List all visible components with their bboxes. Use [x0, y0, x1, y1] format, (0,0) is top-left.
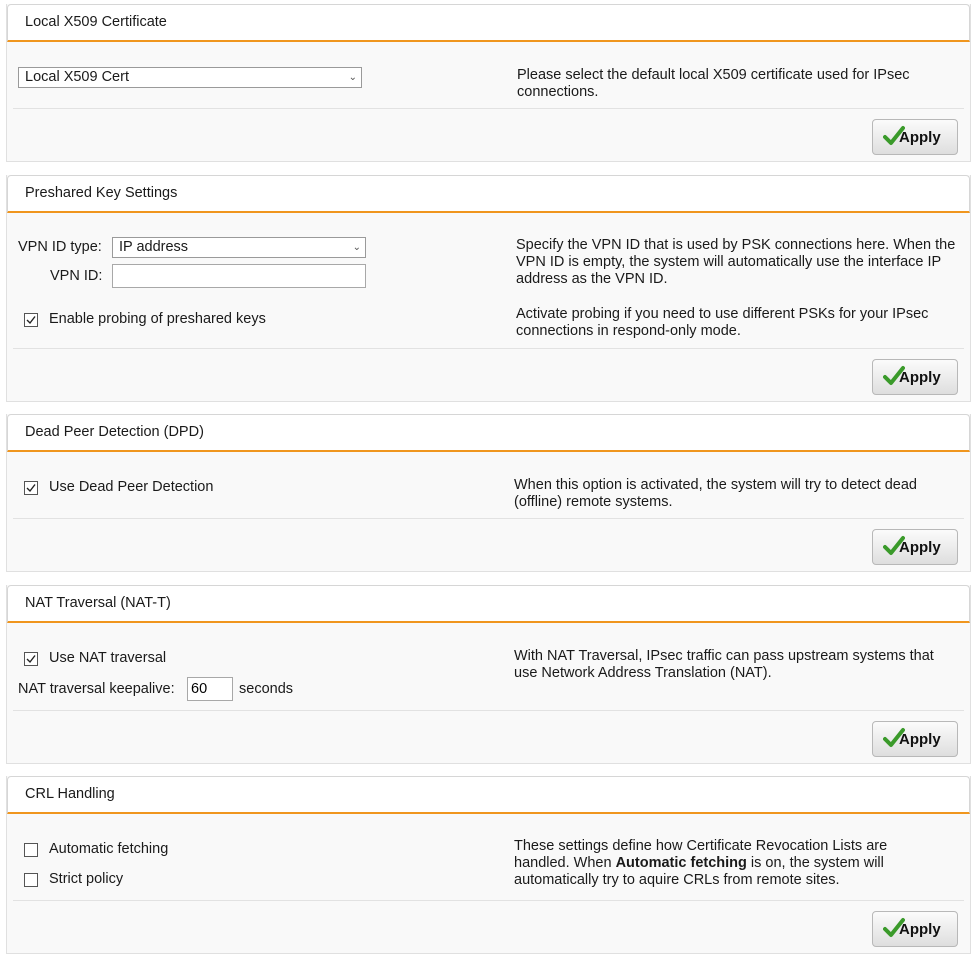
nat-footer [13, 710, 964, 763]
probing-label: Enable probing of preshared keys [49, 311, 266, 327]
nat-apply-label: Apply [899, 730, 941, 748]
crl-help-text [514, 838, 934, 889]
chevron-down-icon: ⌄ [348, 72, 357, 83]
dpd-checkbox-label: Use Dead Peer Detection [49, 479, 214, 495]
nat-keepalive-label: NAT traversal keepalive: [18, 681, 175, 697]
vpn-id-type-label: VPN ID type: [18, 239, 102, 255]
nat-panel-title: NAT Traversal (NAT-T) [7, 585, 970, 623]
crl-footer [13, 900, 964, 953]
crl-panel-title: CRL Handling [7, 776, 970, 814]
crl-auto-label: Automatic fetching [49, 841, 169, 857]
x509-panel-title: Local X509 Certificate [7, 4, 970, 42]
psk-apply-button[interactable] [872, 359, 958, 395]
psk-apply-label: Apply [899, 368, 941, 386]
dpd-panel-title: Dead Peer Detection (DPD) [7, 414, 970, 452]
nat-checkbox-label: Use NAT traversal [49, 650, 167, 666]
nat-keepalive-input[interactable] [187, 677, 233, 701]
chevron-down-icon: ⌄ [352, 242, 361, 253]
crl-help-post: is on, the system will automatically try to aquire CRLs from remote sites. [514, 855, 884, 888]
crl-apply-label: Apply [899, 920, 941, 938]
nat-apply-button[interactable] [872, 721, 958, 757]
checkmark-icon [883, 125, 905, 147]
crl-auto-checkbox[interactable] [24, 843, 38, 857]
vpn-id-label: VPN ID: [50, 268, 103, 284]
x509-help-text: Please select the default local X509 certificate used for IPsec connections. [517, 67, 910, 100]
dpd-panel [6, 414, 971, 572]
psk-panel-title: Preshared Key Settings [7, 175, 970, 213]
dpd-help-text: When this option is activated, the system will try to detect dead (offline) remote systems. [514, 477, 917, 510]
crl-strict-label: Strict policy [49, 871, 124, 887]
x509-cert-select[interactable] [18, 67, 362, 88]
crl-help-bold: Automatic fetching [615, 855, 747, 871]
x509-panel [6, 4, 971, 162]
x509-cert-select-value: Local X509 Cert [25, 69, 129, 85]
x509-apply-button[interactable] [872, 119, 958, 155]
crl-help-pre: These settings define how Certificate Revocation Lists are handled. When [514, 838, 888, 871]
checkmark-icon [26, 654, 36, 664]
crl-apply-button[interactable] [872, 911, 958, 947]
checkmark-icon [883, 535, 905, 557]
nat-checkbox[interactable] [24, 652, 38, 666]
vpn-id-type-value: IP address [119, 239, 189, 255]
checkmark-icon [883, 917, 905, 939]
psk-help-vpn-id: Specify the VPN ID that is used by PSK connections here. When the VPN ID is empty, the system will automatically use the interface IP address as the VPN ID. [516, 237, 956, 287]
crl-panel [6, 776, 971, 954]
dpd-checkbox[interactable] [24, 481, 38, 495]
checkmark-icon [26, 315, 36, 325]
checkmark-icon [883, 727, 905, 749]
checkmark-icon [883, 365, 905, 387]
x509-apply-label: Apply [899, 128, 941, 146]
vpn-id-input[interactable] [112, 264, 366, 288]
crl-strict-checkbox[interactable] [24, 873, 38, 887]
x509-footer [13, 108, 964, 161]
nat-help-text: With NAT Traversal, IPsec traffic can pass upstream systems that use Network Address Translation (NAT). [514, 648, 934, 681]
psk-help-probing: Activate probing if you need to use different PSKs for your IPsec connections in respond-only mode. [516, 306, 929, 339]
vpn-id-type-select[interactable] [112, 237, 366, 258]
psk-panel [6, 175, 971, 402]
dpd-footer [13, 518, 964, 571]
checkmark-icon [26, 483, 36, 493]
nat-keepalive-unit: seconds [239, 681, 294, 697]
dpd-apply-label: Apply [899, 538, 941, 556]
psk-footer [13, 348, 964, 401]
dpd-apply-button[interactable] [872, 529, 958, 565]
nat-panel [6, 585, 971, 764]
probing-checkbox[interactable] [24, 313, 38, 327]
